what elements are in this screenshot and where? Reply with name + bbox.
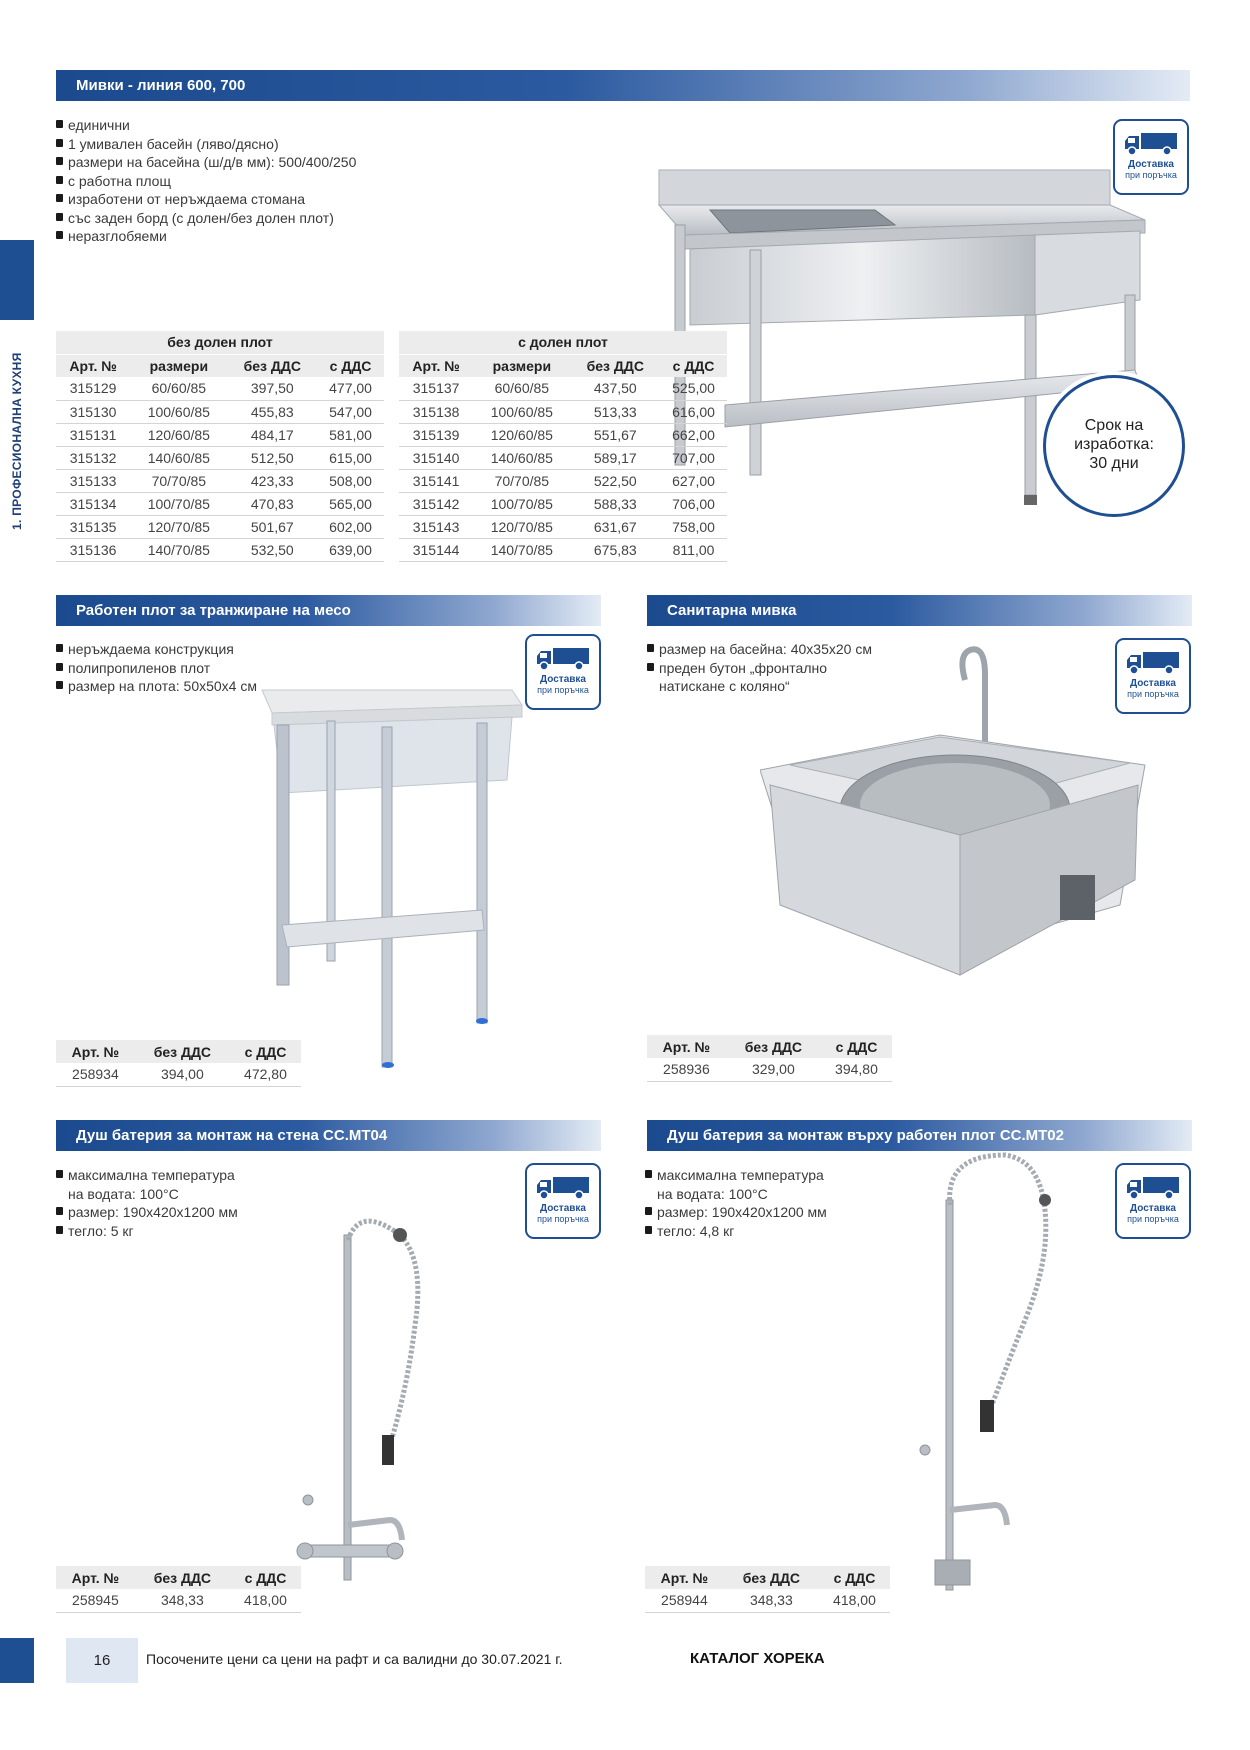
table-row xyxy=(399,538,727,561)
table-row xyxy=(56,1589,301,1612)
table-cell: 315129 xyxy=(56,377,130,400)
shower-top-title: Душ батерия за монтаж върху работен плот CC.MT02 xyxy=(667,1127,1064,1144)
table-cell: 70/70/85 xyxy=(473,469,570,492)
table-cell: 631,67 xyxy=(571,515,661,538)
table-cell: 348,33 xyxy=(724,1589,819,1612)
table-row xyxy=(645,1589,890,1612)
feature-item: полипропиленов плот xyxy=(56,659,257,678)
carving-title-bar xyxy=(56,595,601,626)
feature-item: неръждаема конструкция xyxy=(56,640,257,659)
delivery-label: Доставка xyxy=(1130,1203,1176,1214)
table-cell: 100/60/85 xyxy=(130,400,227,423)
shower-wall-title: Душ батерия за монтаж на стена CC.MT04 xyxy=(76,1127,388,1144)
table-group-header: с долен плот xyxy=(399,331,727,354)
table-cell: 513,33 xyxy=(571,400,661,423)
shower-wall-price-table xyxy=(56,1566,301,1613)
feature-item: размери на басейна (ш/д/в мм): 500/400/250 xyxy=(56,153,356,172)
table-cell: 616,00 xyxy=(660,400,727,423)
carving-table-image xyxy=(252,685,532,1070)
table-cell: 455,83 xyxy=(228,400,318,423)
table-cell: 315132 xyxy=(56,446,130,469)
column-header: Арт. № xyxy=(56,1566,135,1589)
table-group-header: без долен плот xyxy=(56,331,384,354)
feature-item: максимална температура xyxy=(645,1166,827,1185)
column-header: с ДДС xyxy=(660,354,727,377)
delivery-sublabel: при поръчка xyxy=(1125,170,1177,180)
table-cell: 547,00 xyxy=(317,400,384,423)
feature-item: тегло: 4,8 кг xyxy=(645,1222,827,1241)
table-cell: 140/70/85 xyxy=(473,538,570,561)
table-cell: 639,00 xyxy=(317,538,384,561)
truck-icon xyxy=(535,646,591,672)
table-cell: 258936 xyxy=(647,1058,726,1081)
table-row xyxy=(56,515,384,538)
table-row xyxy=(56,400,384,423)
table-row xyxy=(56,1063,301,1086)
sinks-features xyxy=(56,116,356,246)
table-cell: 397,50 xyxy=(228,377,318,400)
table-cell: 811,00 xyxy=(660,538,727,561)
feature-item: размер: 190x420x1200 мм xyxy=(56,1203,238,1222)
table-cell: 100/70/85 xyxy=(130,492,227,515)
table-row xyxy=(56,469,384,492)
feature-item: максимална температура xyxy=(56,1166,238,1185)
column-header: Арт. № xyxy=(56,354,130,377)
table-row xyxy=(399,377,727,400)
table-cell: 258944 xyxy=(645,1589,724,1612)
table-cell: 525,00 xyxy=(660,377,727,400)
column-header: Арт. № xyxy=(645,1566,724,1589)
sinks-title-bar xyxy=(56,70,1190,101)
table-cell: 60/60/85 xyxy=(130,377,227,400)
shower-wall-title-bar xyxy=(56,1120,601,1151)
table-cell: 437,50 xyxy=(571,377,661,400)
feature-item: изработени от неръждаема стомана xyxy=(56,190,356,209)
table-cell: 258934 xyxy=(56,1063,135,1086)
table-cell: 470,83 xyxy=(228,492,318,515)
shower-top-price-table xyxy=(645,1566,890,1613)
table-cell: 508,00 xyxy=(317,469,384,492)
table-cell: 394,00 xyxy=(135,1063,230,1086)
delivery-badge xyxy=(525,634,601,710)
sinks-table-without-shelf xyxy=(56,331,384,562)
feature-item: единични xyxy=(56,116,356,135)
table-cell: 315135 xyxy=(56,515,130,538)
column-header: без ДДС xyxy=(571,354,661,377)
delivery-sublabel: при поръчка xyxy=(1127,1214,1179,1224)
table-cell: 315141 xyxy=(399,469,473,492)
feature-item: натискане с коляно“ xyxy=(659,678,790,694)
delivery-badge xyxy=(525,1163,601,1239)
table-cell: 394,80 xyxy=(821,1058,892,1081)
column-header: размери xyxy=(473,354,570,377)
table-row xyxy=(399,515,727,538)
column-header: с ДДС xyxy=(821,1035,892,1058)
table-cell: 120/60/85 xyxy=(130,423,227,446)
feature-item: преден бутон „фронтално xyxy=(647,659,872,678)
table-cell: 602,00 xyxy=(317,515,384,538)
table-row xyxy=(399,400,727,423)
table-cell: 418,00 xyxy=(819,1589,890,1612)
truck-icon xyxy=(535,1175,591,1201)
table-cell: 675,83 xyxy=(571,538,661,561)
delivery-badge xyxy=(1115,1163,1191,1239)
table-row xyxy=(399,423,727,446)
table-cell: 315142 xyxy=(399,492,473,515)
table-cell: 140/60/85 xyxy=(130,446,227,469)
delivery-label: Доставка xyxy=(1130,678,1176,689)
feature-item: 1 умивален басейн (ляво/дясно) xyxy=(56,135,356,154)
shower-top-title-bar xyxy=(647,1120,1192,1151)
column-header: с ДДС xyxy=(230,1040,301,1063)
table-cell: 501,67 xyxy=(228,515,318,538)
table-cell: 120/60/85 xyxy=(473,423,570,446)
term-line: 30 дни xyxy=(1089,455,1139,472)
table-cell: 522,50 xyxy=(571,469,661,492)
table-cell: 512,50 xyxy=(228,446,318,469)
truck-icon xyxy=(1125,1175,1181,1201)
table-cell: 120/70/85 xyxy=(130,515,227,538)
table-cell: 348,33 xyxy=(135,1589,230,1612)
feature-item: размер на плота: 50x50x4 см xyxy=(56,677,257,696)
feature-item: размер: 190x420x1200 мм xyxy=(645,1203,827,1222)
page-number: 16 xyxy=(66,1638,138,1683)
table-cell: 315144 xyxy=(399,538,473,561)
footer-tab xyxy=(0,1638,34,1683)
table-cell: 315130 xyxy=(56,400,130,423)
table-cell: 315134 xyxy=(56,492,130,515)
column-header: без ДДС xyxy=(726,1035,821,1058)
table-row xyxy=(399,492,727,515)
sinks-title: Мивки - линия 600, 700 xyxy=(76,77,246,94)
table-cell: 315136 xyxy=(56,538,130,561)
table-cell: 707,00 xyxy=(660,446,727,469)
table-row xyxy=(56,492,384,515)
table-cell: 532,50 xyxy=(228,538,318,561)
table-cell: 581,00 xyxy=(317,423,384,446)
chapter-label: 1. ПРОФЕСИОНАЛНА КУХНЯ xyxy=(10,352,24,530)
delivery-badge xyxy=(1113,119,1189,195)
side-tab xyxy=(0,240,34,320)
feature-item: тегло: 5 кг xyxy=(56,1222,238,1241)
column-header: Арт. № xyxy=(647,1035,726,1058)
table-cell: 758,00 xyxy=(660,515,727,538)
truck-icon xyxy=(1123,131,1179,157)
delivery-sublabel: при поръчка xyxy=(537,1214,589,1224)
table-cell: 329,00 xyxy=(726,1058,821,1081)
column-header: без ДДС xyxy=(724,1566,819,1589)
sanitary-title-bar xyxy=(647,595,1192,626)
price-validity-note: Посочените цени са цени на рафт и са валидни до 30.07.2021 г. xyxy=(146,1651,563,1667)
carving-price-table xyxy=(56,1040,301,1087)
carving-title: Работен плот за транжиране на месо xyxy=(76,602,351,619)
table-cell: 477,00 xyxy=(317,377,384,400)
table-cell: 423,33 xyxy=(228,469,318,492)
table-cell: 662,00 xyxy=(660,423,727,446)
column-header: с ДДС xyxy=(230,1566,301,1589)
table-cell: 472,80 xyxy=(230,1063,301,1086)
delivery-sublabel: при поръчка xyxy=(1127,689,1179,699)
table-cell: 258945 xyxy=(56,1589,135,1612)
table-cell: 615,00 xyxy=(317,446,384,469)
table-cell: 565,00 xyxy=(317,492,384,515)
table-cell: 70/70/85 xyxy=(130,469,227,492)
table-cell: 627,00 xyxy=(660,469,727,492)
column-header: без ДДС xyxy=(135,1566,230,1589)
delivery-sublabel: при поръчка xyxy=(537,685,589,695)
table-cell: 588,33 xyxy=(571,492,661,515)
table-row xyxy=(56,377,384,400)
table-cell: 100/70/85 xyxy=(473,492,570,515)
table-row xyxy=(399,469,727,492)
column-header: с ДДС xyxy=(819,1566,890,1589)
wall-shower-image xyxy=(290,1215,460,1595)
table-cell: 315139 xyxy=(399,423,473,446)
feature-item: на водата: 100°C xyxy=(657,1185,768,1202)
carving-features xyxy=(56,640,257,696)
feature-item: неразглобяеми xyxy=(56,227,356,246)
sanitary-sink-image xyxy=(760,645,1150,1025)
table-cell: 551,67 xyxy=(571,423,661,446)
table-cell: 484,17 xyxy=(228,423,318,446)
delivery-label: Доставка xyxy=(540,674,586,685)
sinks-table-with-shelf xyxy=(399,331,727,562)
table-cell: 100/60/85 xyxy=(473,400,570,423)
term-line: Срок на xyxy=(1084,417,1144,434)
feature-item: на водата: 100°C xyxy=(68,1185,179,1202)
sanitary-title: Санитарна мивка xyxy=(667,602,797,619)
table-row xyxy=(399,446,727,469)
feature-item: размер на басейна: 40x35x20 см xyxy=(647,640,872,659)
column-header: с ДДС xyxy=(317,354,384,377)
table-cell: 120/70/85 xyxy=(473,515,570,538)
table-row xyxy=(56,446,384,469)
column-header: без ДДС xyxy=(228,354,318,377)
delivery-label: Доставка xyxy=(1128,159,1174,170)
table-row xyxy=(56,538,384,561)
table-cell: 140/60/85 xyxy=(473,446,570,469)
shower-top-features xyxy=(645,1166,827,1240)
term-line: изработка: xyxy=(1074,436,1154,453)
table-row xyxy=(647,1058,892,1081)
feature-item: с работна площ xyxy=(56,172,356,191)
column-header: Арт. № xyxy=(56,1040,135,1063)
table-cell: 140/70/85 xyxy=(130,538,227,561)
table-cell: 315137 xyxy=(399,377,473,400)
column-header: без ДДС xyxy=(135,1040,230,1063)
table-cell: 315133 xyxy=(56,469,130,492)
table-cell: 315131 xyxy=(56,423,130,446)
table-row xyxy=(56,423,384,446)
table-cell: 315143 xyxy=(399,515,473,538)
table-cell: 589,17 xyxy=(571,446,661,469)
table-cell: 418,00 xyxy=(230,1589,301,1612)
column-header: размери xyxy=(130,354,227,377)
table-cell: 60/60/85 xyxy=(473,377,570,400)
delivery-label: Доставка xyxy=(540,1203,586,1214)
shower-wall-features xyxy=(56,1166,238,1240)
catalog-name: КАТАЛОГ ХОРЕКА xyxy=(690,1650,825,1667)
table-cell: 315140 xyxy=(399,446,473,469)
table-cell: 315138 xyxy=(399,400,473,423)
column-header: Арт. № xyxy=(399,354,473,377)
feature-item: със заден борд (с долен/без долен плот) xyxy=(56,209,356,228)
worktop-shower-image xyxy=(905,1150,1075,1610)
production-term-badge xyxy=(1043,375,1185,517)
table-cell: 706,00 xyxy=(660,492,727,515)
sanitary-price-table xyxy=(647,1035,892,1082)
